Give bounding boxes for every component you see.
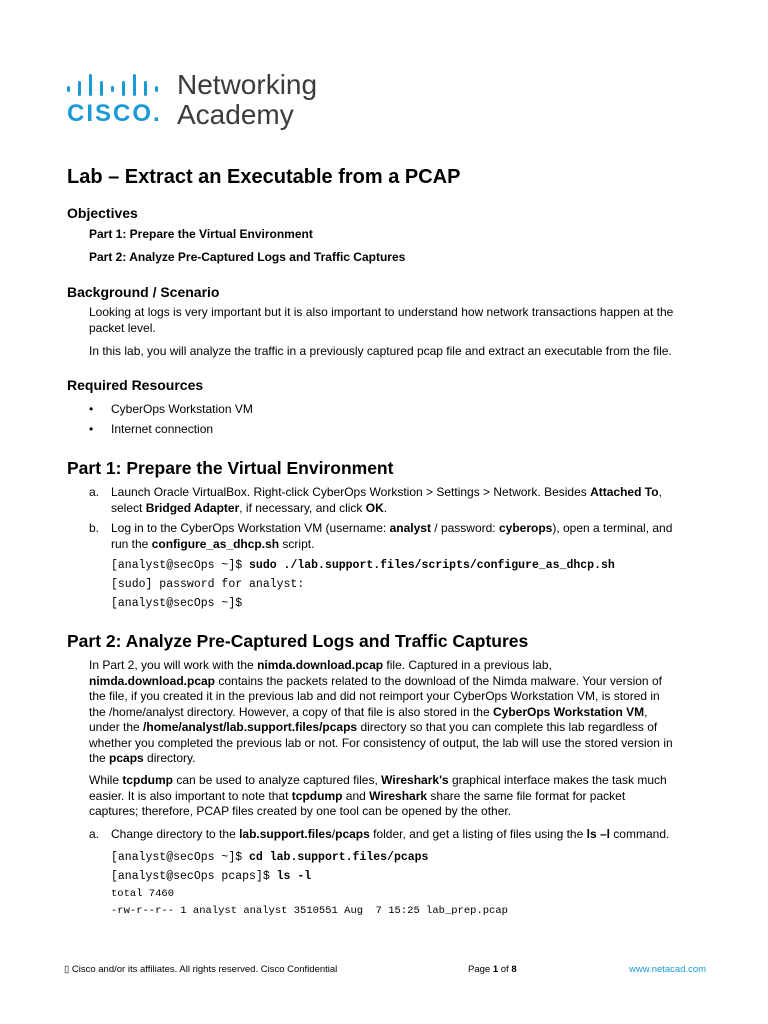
- footer-page-number: Page 1 of 8: [468, 964, 517, 975]
- part2-paragraph-2: While tcpdump can be used to analyze captured files, Wireshark's graphical interface makes the task much easier. It is also important to note that tcpdump and Wireshark share the same file format for packet captures; therefore, PCAP files created by one tool can be opened by the other.: [89, 773, 667, 818]
- background-paragraph-2: In this lab, you will analyze the traffic in a previously captured pcap file and extract an executable from the file.: [89, 344, 672, 358]
- code-line: [analyst@secOps pcaps]$ ls -l: [111, 870, 312, 883]
- footer-copyright: ▯ Cisco and/or its affiliates. All rights reserved. Cisco Confidential: [64, 964, 338, 975]
- copyright-icon: ▯: [64, 964, 70, 975]
- step-letter: b.: [89, 521, 100, 535]
- resource-item-1: CyberOps Workstation VM: [111, 402, 253, 416]
- background-paragraph-1: Looking at logs is very important but it is also important to understand how network transactions happen at the packet level.: [89, 305, 674, 335]
- background-heading: Background / Scenario: [67, 284, 220, 300]
- logo-networking: Networking: [177, 69, 318, 100]
- objective-item-1: Part 1: Prepare the Virtual Environment: [89, 227, 313, 241]
- step-letter: a.: [89, 827, 100, 841]
- resources-heading: Required Resources: [67, 377, 204, 393]
- step-letter: a.: [89, 485, 100, 499]
- part1-step-b: Log in to the CyberOps Workstation VM (username: analyst / password: cyberops), open a terminal, and run the configure_as_dhcp.sh script.: [111, 521, 673, 551]
- code-line: [sudo] password for analyst:: [111, 578, 305, 591]
- part1-step-a: Launch Oracle VirtualBox. Right-click CyberOps Workstion > Settings > Network. Besides Attached To, select Bridged Adapter, if necessary, and click OK.: [111, 485, 662, 515]
- resource-item-2: Internet connection: [111, 422, 214, 436]
- code-line: [analyst@secOps ~]$: [111, 597, 243, 610]
- part2-step-a: Change directory to the lab.support.files/pcaps folder, and get a listing of files using the ls –l command.: [111, 827, 670, 841]
- bullet-icon: •: [89, 422, 94, 436]
- logo-academy: Academy: [177, 99, 294, 130]
- part1-heading: Part 1: Prepare the Virtual Environment: [67, 458, 394, 478]
- code-line: -rw-r--r-- 1 analyst analyst 3510551 Aug 7 15:25 lab_prep.pcap: [111, 905, 508, 917]
- part2-paragraph-1: In Part 2, you will work with the nimda.download.pcap file. Captured in a previous lab, nimda.download.pcap contains the packets related to the download of the Nimda malware. Your version of the file, if you created it in the previous lab and did not reimport your CyberOps Workstation VM, is stored in the /home/analyst directory. However, a copy of that file is also stored in the CyberOps Workstation VM, under the /home/analyst/lab.support.files/pcaps directory so that you can complete this lab regardless of whether you completed the previous lab or not. For consistency of output, the lab will use the stored version in the pcaps directory.: [89, 658, 673, 765]
- footer-website-link[interactable]: www.netacad.com: [629, 964, 707, 975]
- code-line: [analyst@secOps ~]$ cd lab.support.files/pcaps: [111, 851, 429, 864]
- part2-heading: Part 2: Analyze Pre-Captured Logs and Traffic Captures: [67, 631, 529, 651]
- bullet-icon: •: [89, 402, 94, 416]
- networking-academy-logo: [67, 70, 327, 132]
- cisco-bars-icon: [67, 74, 167, 96]
- code-line: total 7460: [111, 888, 175, 900]
- objectives-heading: Objectives: [67, 205, 138, 221]
- document-title: Lab – Extract an Executable from a PCAP: [67, 166, 461, 188]
- cisco-wordmark: CISCO.: [67, 100, 162, 127]
- code-line: [analyst@secOps ~]$ sudo ./lab.support.files/scripts/configure_as_dhcp.sh: [111, 559, 615, 572]
- objective-item-2: Part 2: Analyze Pre-Captured Logs and Traffic Captures: [89, 250, 406, 264]
